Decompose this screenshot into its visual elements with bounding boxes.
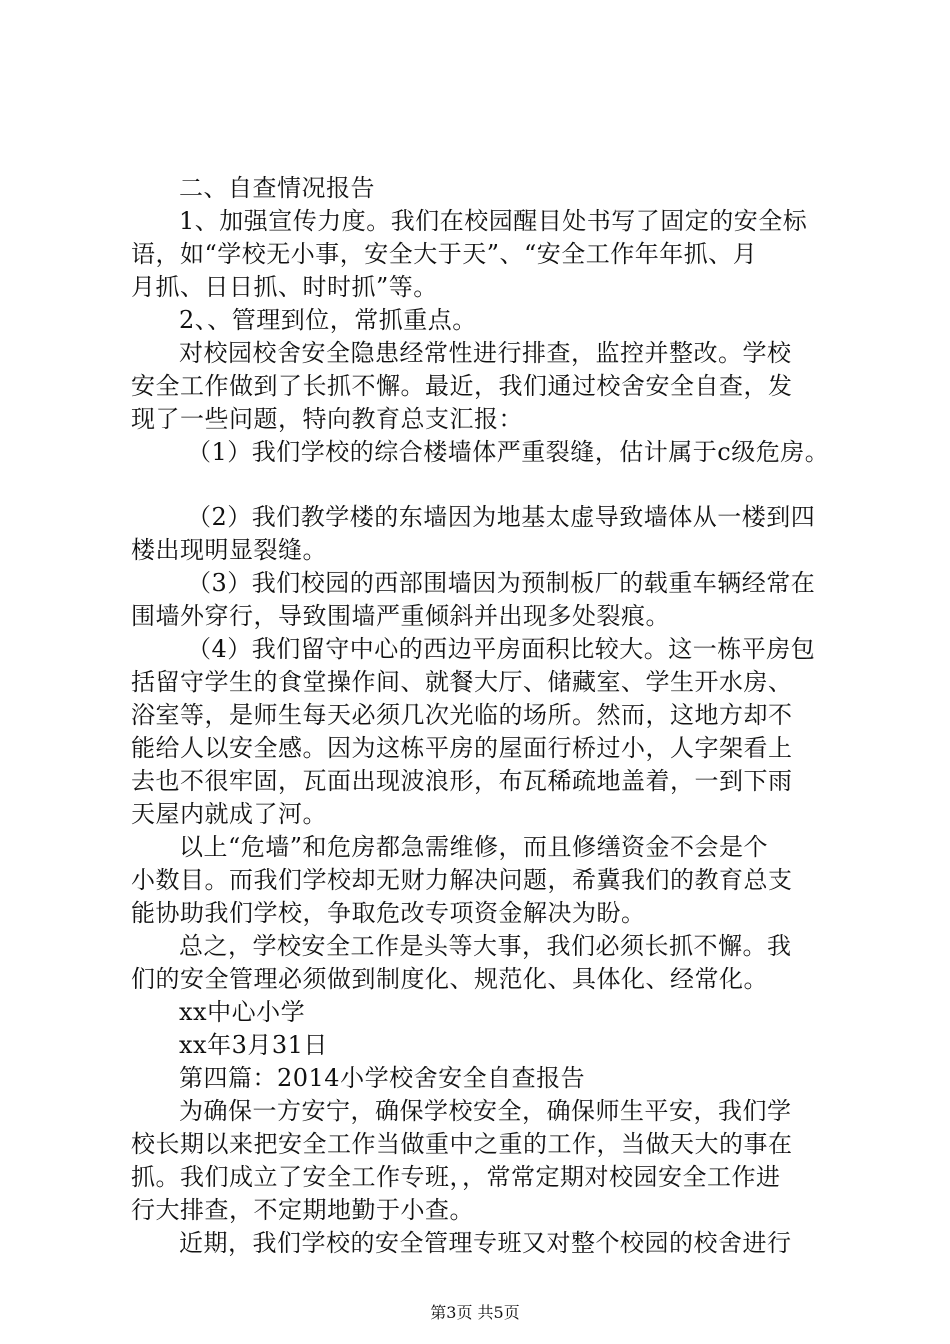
paragraph-line: 校长期以来把安全工作当做重中之重的工作，当做天大的事在: [131, 1130, 793, 1158]
paragraph-line: 安全工作做到了长抓不懈。最近，我们通过校舍安全自查，发: [131, 372, 793, 400]
list-item-4: （4）我们留守中心的西边平房面积比较大。这一栋平房包: [187, 635, 816, 663]
paragraph-line: 去也不很牢固，瓦面出现波浪形，布瓦稀疏地盖着，一到下雨: [131, 767, 793, 795]
paragraph-line: 以上“危墙”和危房都急需维修，而且修缮资金不会是个: [179, 833, 769, 861]
paragraph-line: 们的安全管理必须做到制度化、规范化、具体化、经常化。: [131, 965, 768, 993]
paragraph-line: 对校园校舍安全隐患经常性进行排查，监控并整改。学校: [179, 339, 792, 367]
paragraph-line: 抓。我们成立了安全工作专班，，常常定期对校园安全工作进: [131, 1163, 781, 1191]
paragraph-line: 语，如“学校无小事，安全大于天”、“安全工作年年抓、月: [131, 240, 758, 268]
list-item-3: （3）我们校园的西部围墙因为预制板厂的载重车辆经常在: [187, 569, 816, 597]
document-body: [131, 172, 836, 1260]
paragraph-line: 围墙外穿行，导致围墙严重倾斜并出现多处裂痕。: [131, 602, 670, 630]
list-item-1: （1）我们学校的综合楼墙体严重裂缝，估计属于c级危房。: [187, 438, 830, 466]
signature-school: xx中心小学: [179, 998, 306, 1026]
paragraph-line: 小数目。而我们学校却无财力解决问题，希冀我们的教育总支: [131, 866, 793, 894]
chapter-title: 第四篇：2014小学校舍安全自查报告: [179, 1064, 586, 1092]
paragraph-line: 现了一些问题，特向教育总支汇报：: [131, 405, 523, 433]
paragraph-line: 能协助我们学校，争取危改专项资金解决为盼。: [131, 899, 646, 927]
paragraph-line: 总之，学校安全工作是头等大事，我们必须长抓不懈。我: [179, 932, 792, 960]
paragraph-line: 天屋内就成了河。: [131, 800, 327, 828]
paragraph-line: 行大排查，不定期地勤于小查。: [131, 1196, 474, 1224]
paragraph-line: 为确保一方安宁，确保学校安全，确保师生平安，我们学: [179, 1097, 792, 1125]
page-number-footer: 第3页 共5页: [430, 1303, 520, 1322]
paragraph-line: 2、、管理到位，常抓重点。: [179, 306, 477, 334]
signature-date: xx年3月31日: [179, 1031, 328, 1059]
paragraph-line: 浴室等，是师生每天必须几次光临的场所。然而，这地方却不: [131, 701, 793, 729]
paragraph-line: 1、加强宣传力度。我们在校园醒目处书写了固定的安全标: [179, 207, 808, 235]
paragraph-line: 能给人以安全感。因为这栋平房的屋面行桥过小，人字架看上: [131, 734, 793, 762]
spacer: [131, 469, 836, 501]
section-heading: 二、自查情况报告: [179, 174, 375, 202]
paragraph-line: 近期，我们学校的安全管理专班又对整个校园的校舍进行: [179, 1229, 792, 1257]
paragraph-line: 括留守学生的食堂操作间、就餐大厅、储藏室、学生开水房、: [131, 668, 793, 696]
list-item-2: （2）我们教学楼的东墙因为地基太虚导致墙体从一楼到四: [187, 503, 816, 531]
paragraph-line: 楼出现明显裂缝。: [131, 536, 327, 564]
paragraph-line: 月抓、日日抓、时时抓”等。: [131, 273, 438, 301]
